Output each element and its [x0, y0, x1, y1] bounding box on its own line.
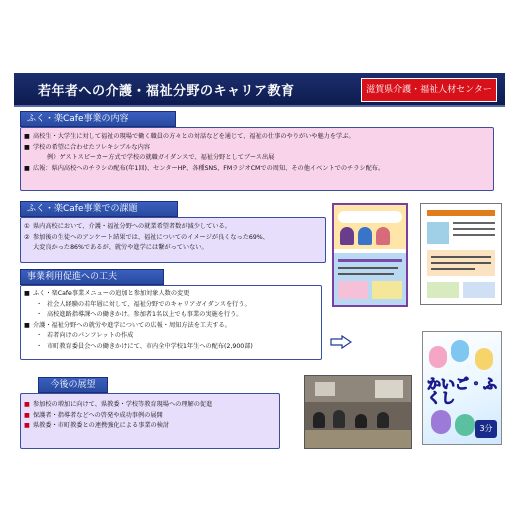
flyer-thumbnail-left: [332, 203, 408, 307]
pamphlet-thumbnail: [422, 331, 502, 445]
future-panel: [20, 393, 280, 449]
section-heading-future: 今後の展望: [38, 377, 108, 393]
page-title: 若年者への介護・福祉分野のキャリア教育: [38, 84, 295, 99]
pamphlet-badge: 3分: [475, 420, 497, 438]
measure-item-4: ■ 介護・福祉分野への就労や進学についての広報・周知方法を工夫する。: [24, 321, 231, 329]
measures-panel: [20, 285, 322, 360]
classroom-photo: [304, 375, 412, 449]
future-item-2: ■ 保護者・指導者などへの啓発や成功事例の展開: [24, 411, 163, 419]
content-item-1: ■ 高校生・大学生に対して福祉の現場で働く職員の方々との対話などを通じて、福祉の仕事のやりがいや魅力を学ぶ。: [24, 133, 355, 140]
measure-item-5: ・ 若者向けのパンフレットの作成: [36, 332, 134, 339]
issue-item-3: 大変良かった86%であるが、就労や進学には繋がっていない。: [33, 244, 208, 251]
future-item-1: ■ 参加校の増加に向けて、県教委・学校等教育現場への理解の促進: [24, 401, 213, 408]
section-heading-content: ふく・楽Cafe事業の内容: [20, 111, 176, 127]
pamphlet-title: かいご・ふくし: [427, 377, 497, 407]
measure-item-6: ・ 市町教育委員会への働きかけにて、市内全中学校1年生への配布(2,900部): [36, 342, 253, 350]
future-item-3: ■ 県教委・市町教委との連携強化による事業の検討: [24, 422, 170, 429]
section-heading-measures: 事業利用促進への工夫: [20, 269, 164, 285]
slide: [14, 73, 505, 455]
measure-item-2: ・ 社会人経験の若年層に対して、福祉分野でのキャリアガイダンスを行う。: [36, 300, 251, 308]
organization-badge: 滋賀県介護・福祉人材センター: [361, 78, 497, 102]
title-bar: [14, 73, 505, 107]
section-heading-issues: ふく・楽Cafe事業での課題: [20, 201, 178, 217]
content-item-4: ■ 広報：県内高校へのチラシの配布(年1回)、センターHP、各種SNS、FMラジオCMでの周知、その他イベントでのチラシ配布。: [24, 164, 385, 172]
arrow-icon: [330, 335, 352, 349]
issue-item-2: ② 参加後の生徒へのアンケート結果では、福祉についてのイメージが良くなった69%、: [24, 233, 269, 241]
flyer-thumbnail-right: [420, 203, 502, 305]
issues-panel: [20, 217, 326, 263]
content-panel: [20, 127, 494, 191]
measure-item-1: ■ ふく・楽Cafe事業メニューの追加と参加対象人数の変更: [24, 290, 190, 297]
content-item-2: ■ 学校の希望に合わせたフレキシブルな内容: [24, 143, 151, 151]
issue-item-1: ① 県内高校において、介護・福祉分野への就業希望者数が減少している。: [24, 223, 231, 230]
content-item-3: 例）ゲストスピーカー方式で学校の就職ガイダンスで、福祉分野としてブース出展: [47, 154, 275, 161]
measure-item-3: ・ 高校進路指導課への働きかけ。参加者1名以上でも事業の実施を行う。: [36, 311, 243, 318]
